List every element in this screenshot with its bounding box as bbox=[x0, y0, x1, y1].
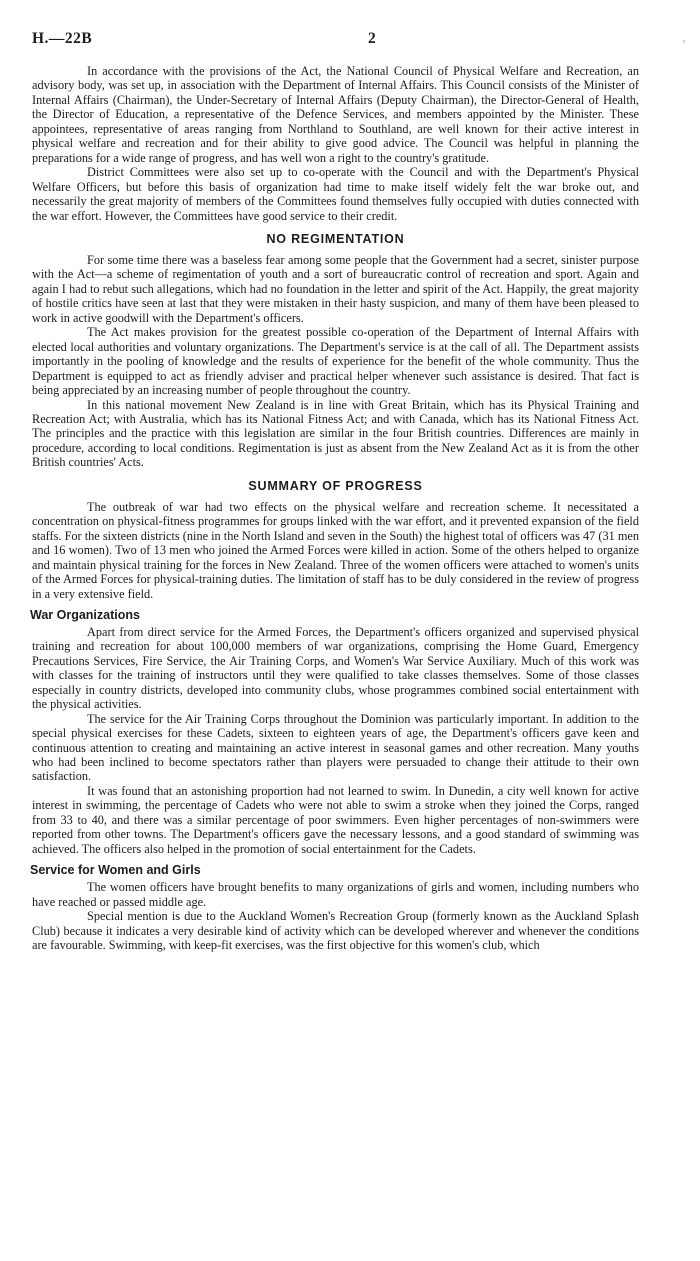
paragraph: The outbreak of war had two effects on the physical welfare and recreation scheme. It necessitated a concentration on physical-fitness programmes for groups linked with the war effort, and it prevented expansion of the field staffs. For the sixteen districts (nine in the North Island and seven in the South) the highest total of officers was 47 (31 men and 16 women). Two of 13 men who joined the Armed Forces were killed in action. Some of the others helped to organize and maintain physical training for the forces in New Zealand. Three of the women officers were attached to women's units of the Armed Forces for physical-training duties. The limitation of staff has to be duly considered in the review of progress in a very extensive field. bbox=[32, 499, 639, 601]
corner-mark: ˒ bbox=[682, 32, 686, 46]
paragraph: The Act makes provision for the greatest possible co-operation of the Department of Internal Affairs with elected local authorities and voluntary organizations. The Department's service is at the call of all. The Department assists importantly in the pooling of knowledge and the results of experience for the benefit of the whole community. Thus the Department is equipped to act as friendly adviser and practical helper whenever such assistance is desired. That fact is being appreciated by an increasing number of people throughout the country. bbox=[32, 325, 639, 398]
subsection-heading: Service for Women and Girls bbox=[30, 863, 201, 878]
section-heading: NO REGIMENTATION bbox=[266, 231, 405, 246]
section-intro bbox=[32, 64, 639, 223]
paragraph: Apart from direct service for the Armed Forces, the Department's officers organized and supervised physical training and recreation for about 100,000 members of war organizations, comprising the Home Guard, Emergency Precautions Services, Fire Service, the Air Training Corps, and Women's War Service Auxiliary. Much of this work was with classes for the training of instructors until they were qualified to take classes themselves. Some of those classes especially in country districts, developed into community clubs, whose programmes combined social entertainment with the physical activities. bbox=[32, 624, 639, 712]
section-no-regimentation bbox=[32, 253, 639, 470]
paragraph: Special mention is due to the Auckland Women's Recreation Group (formerly known as the Auckland Splash Club) because it indicates a very desirable kind of activity which can be developed wherever and whenever the conditions are favourable. Swimming, with keep-fit exercises, was the first objective for this women's club, which bbox=[32, 909, 639, 953]
page-header bbox=[32, 30, 686, 50]
section-summary-of-progress bbox=[32, 500, 639, 601]
paragraph: In accordance with the provisions of the Act, the National Council of Physical Welfare and Recreation, an advisory body, was set up, in association with the Department of Internal Affairs. This Council consists of the Minister of Internal Affairs (Chairman), the Under-Secretary of Internal Affairs (Deputy Chairman), the Director-General of Health, the Director of Education, a representative of the Defence Services, and members appointed by the Minister. These appointees, representative of areas ranging from Northland to Southland, are well known for their active interest in physical welfare and recreation and for their ability to give good advice. The Council was helpful in planning the preparations for a wide range of progress, and has well won a right to the country's gratitude. bbox=[32, 64, 639, 165]
subsection-women-and-girls bbox=[32, 880, 639, 952]
paragraph: In this national movement New Zealand is in line with Great Britain, which has its Physical Training and Recreation Act; with Australia, which has its National Fitness Act; and with Canada, which has its National Fitness Act. The principles and the practice with this legislation are similar in the four British countries. Differences are mainly in procedure, according to local conditions. Regimentation is just as absent from the New Zealand Act as it is from the other British countries' Acts. bbox=[32, 397, 639, 470]
paragraph: The service for the Air Training Corps throughout the Dominion was particularly important. In addition to the special physical exercises for these Cadets, sixteen to eighteen years of age, the Department's officers gave keen and continuous attention to creating and maintaining an active interest in seasonal games and other recreation. Many youths who had been inclined to become spectators rather than players were persuaded to change their attitude to their own satisfaction. bbox=[32, 711, 639, 784]
paragraph: The women officers have brought benefits to many organizations of girls and women, including numbers who have reached or passed middle age. bbox=[32, 880, 639, 909]
paragraph: For some time there was a baseless fear among some people that the Government had a secret, sinister purpose with the Act—a scheme of regimentation of youth and a sort of bureaucratic control of recreation and sport. Again and again I had to rebut such allegations, which had no foundation in the letter and spirit of the Act. Happily, the great majority of hostile critics have seen at last that they were mistaken in their hasty suspicion, and many of them have been pleased to work in active goodwill with the Department's officers. bbox=[32, 252, 639, 325]
paragraph: District Committees were also set up to co-operate with the Council and with the Department's Physical Welfare Officers, but before this basis of organization had time to make itself widely felt the war broke out, and necessarily the great majority of members of the Committees found themselves fully occupied with duties connected with the war effort. However, the Committees have good service to their credit. bbox=[32, 165, 639, 223]
page-number: 2 bbox=[368, 30, 376, 47]
section-heading: SUMMARY OF PROGRESS bbox=[248, 478, 423, 493]
document-reference: H.—22B bbox=[32, 30, 93, 47]
subsection-heading: War Organizations bbox=[30, 607, 140, 622]
paragraph: It was found that an astonishing proportion had not learned to swim. In Dunedin, a city well known for active interest in swimming, the percentage of Cadets who were not able to swim a stroke when they joined the Corps, ranged from 33 to 40, and there was a similar percentage of poor swimmers. Even higher percentages of non-swimmers were reported from other towns. The Department's officers gave the necessary lessons, and a good standard of swimming was achieved. The officers also helped in the promotion of social entertainment for the Cadets. bbox=[32, 783, 639, 856]
document-body bbox=[30, 64, 639, 953]
subsection-war-organizations bbox=[32, 625, 639, 856]
